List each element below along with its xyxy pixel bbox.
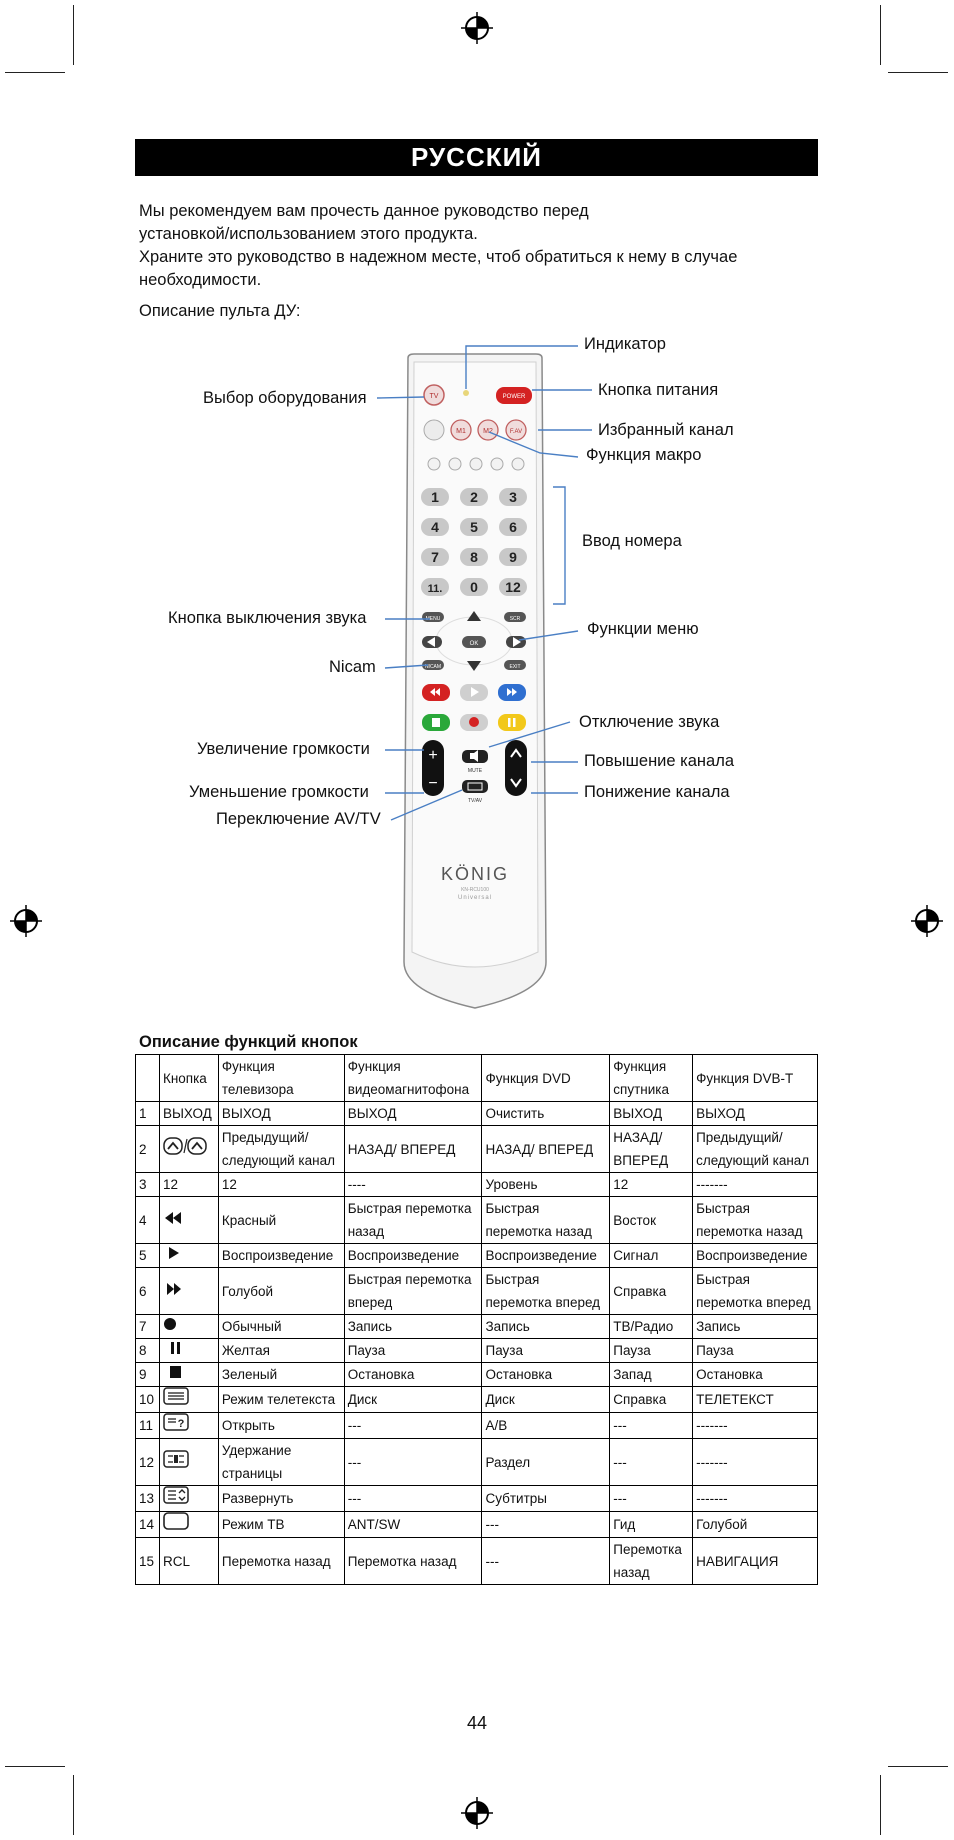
table-header: Функция спутника [610, 1055, 693, 1102]
tv-mode-icon [163, 1512, 189, 1530]
button-cell [159, 1439, 218, 1486]
button-cell: RCL [159, 1538, 218, 1585]
table-row [136, 1339, 818, 1363]
vcr-cell: Воспроизведение [344, 1244, 482, 1268]
vcr-cell: НАЗАД/ ВПЕРЕД [344, 1126, 482, 1173]
channel-up-down-icon [163, 1136, 207, 1156]
dvbt-cell: Предыдущий/ следующий канал [693, 1126, 818, 1173]
universal-label: Universal [457, 895, 493, 901]
table-row [136, 1439, 818, 1486]
play-icon [163, 1246, 185, 1260]
callout-av-tv: Переключение AV/TV [216, 810, 381, 828]
crop-mark [73, 1775, 74, 1835]
callout-nicam: Nicam [329, 658, 376, 676]
callout-macro: Функция макро [586, 446, 702, 464]
svg-text:?: ? [177, 1418, 185, 1430]
tv-cell: Обычный [218, 1315, 344, 1339]
tv-cell: Красный [218, 1197, 344, 1244]
row-number: 3 [136, 1173, 160, 1197]
table-row [136, 1538, 818, 1585]
row-number: 1 [136, 1102, 160, 1126]
button-cell [159, 1126, 218, 1173]
dvd-cell: Запись [482, 1315, 610, 1339]
digit-7: 7 [431, 549, 439, 565]
sat-cell: --- [610, 1413, 693, 1439]
dvbt-cell: ------- [693, 1439, 818, 1486]
page-title: РУССКИЙ [135, 139, 818, 176]
button-cell [159, 1244, 218, 1268]
button-cell [159, 1486, 218, 1512]
dvd-cell: Диск [482, 1387, 610, 1413]
sat-cell: Сигнал [610, 1244, 693, 1268]
dvbt-cell: Быстрая перемотка назад [693, 1197, 818, 1244]
digit-12: 12 [505, 579, 521, 595]
dvbt-cell: ТЕЛЕТЕКСТ [693, 1387, 818, 1413]
digit-11: 11. [427, 583, 443, 595]
button-cell [159, 1413, 218, 1439]
callout-mute-off: Отключение звука [579, 713, 720, 731]
digit-9: 9 [509, 549, 517, 565]
intro-line: Храните это руководство в надежном месте, чтоб обратиться к нему в случае [139, 248, 738, 266]
vcr-cell: --- [344, 1413, 482, 1439]
table-row [136, 1197, 818, 1244]
table-row [136, 1268, 818, 1315]
tvav-button-label: TV/AV [467, 798, 483, 804]
row-number: 5 [136, 1244, 160, 1268]
dvd-cell: Быстрая перемотка назад [482, 1197, 610, 1244]
functions-table [135, 1054, 818, 1585]
digit-4: 4 [431, 519, 439, 535]
vcr-cell: Остановка [344, 1363, 482, 1387]
table-header-row [136, 1055, 818, 1102]
tv-cell: ВЫХОД [218, 1102, 344, 1126]
button-cell [159, 1339, 218, 1363]
vcr-cell: ANT/SW [344, 1512, 482, 1538]
dvd-cell: Остановка [482, 1363, 610, 1387]
ok-button-label: OK [469, 641, 479, 647]
digit-2: 2 [470, 489, 478, 505]
table-title: Описание функций кнопок [139, 1033, 358, 1051]
sat-cell: Справка [610, 1387, 693, 1413]
digit-3: 3 [509, 489, 517, 505]
button-cell: 12 [159, 1173, 218, 1197]
table-row [136, 1126, 818, 1173]
row-number: 4 [136, 1197, 160, 1244]
registration-mark-icon [460, 1796, 494, 1830]
tv-cell: Воспроизведение [218, 1244, 344, 1268]
fast-forward-icon [163, 1282, 185, 1296]
table-row [136, 1387, 818, 1413]
table-row [136, 1512, 818, 1538]
button-cell [159, 1512, 218, 1538]
tv-cell: Режим телетекста [218, 1387, 344, 1413]
callout-mute-button: Кнопка выключения звука [168, 609, 367, 627]
button-cell [159, 1315, 218, 1339]
dvd-cell: --- [482, 1538, 610, 1585]
row-number: 11 [136, 1413, 160, 1439]
tv-button-label: TV [429, 393, 439, 400]
dvbt-cell: ------- [693, 1173, 818, 1197]
tv-cell: Открыть [218, 1413, 344, 1439]
vcr-cell: ---- [344, 1173, 482, 1197]
callout-ch-down: Понижение канала [584, 783, 730, 801]
tv-cell: 12 [218, 1173, 344, 1197]
dvd-cell: Уровень [482, 1173, 610, 1197]
table-header: Функция DVD [482, 1055, 610, 1102]
teletext-icon [163, 1387, 189, 1405]
model-label: KN-RCU100 [461, 887, 489, 893]
row-number: 10 [136, 1387, 160, 1413]
table-header [136, 1055, 160, 1102]
table-row [136, 1102, 818, 1126]
tv-cell: Перемотка назад [218, 1538, 344, 1585]
sat-cell: Перемотка назад [610, 1538, 693, 1585]
sat-cell: Восток [610, 1197, 693, 1244]
dvbt-cell: ВЫХОД [693, 1102, 818, 1126]
dvbt-cell: Голубой [693, 1512, 818, 1538]
m2-button-label: M2 [483, 428, 493, 435]
svg-text:−: − [428, 775, 438, 792]
table-header: Кнопка [159, 1055, 218, 1102]
sat-cell: Пауза [610, 1339, 693, 1363]
vcr-cell: Пауза [344, 1339, 482, 1363]
vcr-cell: Быстрая перемотка назад [344, 1197, 482, 1244]
row-number: 7 [136, 1315, 160, 1339]
vcr-cell: --- [344, 1439, 482, 1486]
crop-mark [888, 1766, 948, 1767]
row-number: 2 [136, 1126, 160, 1173]
vcr-cell: Диск [344, 1387, 482, 1413]
table-row [136, 1363, 818, 1387]
digit-6: 6 [509, 519, 517, 535]
brand-logo: KÖNIG [440, 864, 510, 884]
row-number: 13 [136, 1486, 160, 1512]
power-button-label: POWER [502, 394, 526, 400]
rewind-icon [163, 1211, 185, 1225]
remote-heading: Описание пульта ДУ: [139, 302, 301, 320]
intro-line: Мы рекомендуем вам прочесть данное руководство перед [139, 202, 589, 220]
dvbt-cell: НАВИГАЦИЯ [693, 1538, 818, 1585]
sat-cell: 12 [610, 1173, 693, 1197]
dvd-cell: Субтитры [482, 1486, 610, 1512]
table-row [136, 1315, 818, 1339]
tv-cell: Режим ТВ [218, 1512, 344, 1538]
button-cell [159, 1363, 218, 1387]
table-header: Функция видеомагнитофона [344, 1055, 482, 1102]
sat-cell: Справка [610, 1268, 693, 1315]
tv-cell: Развернуть [218, 1486, 344, 1512]
nicam-button-label: NICAM [424, 664, 442, 670]
reveal-icon [163, 1413, 189, 1431]
dvbt-cell: ------- [693, 1486, 818, 1512]
dvbt-cell: Остановка [693, 1363, 818, 1387]
row-number: 9 [136, 1363, 160, 1387]
callout-power: Кнопка питания [598, 381, 719, 399]
sat-cell: Гид [610, 1512, 693, 1538]
m1-button-label: M1 [456, 428, 466, 435]
table-header: Функция DVB-T [693, 1055, 818, 1102]
dvd-cell: Быстрая перемотка вперед [482, 1268, 610, 1315]
dvd-cell: Воспроизведение [482, 1244, 610, 1268]
row-number: 15 [136, 1538, 160, 1585]
callout-device-select: Выбор оборудования [203, 389, 367, 407]
intro-line: необходимости. [139, 271, 262, 289]
table-header: Функция телевизора [218, 1055, 344, 1102]
stop-icon [163, 1365, 185, 1379]
dvd-cell: Раздел [482, 1439, 610, 1486]
sat-cell: Запад [610, 1363, 693, 1387]
svg-text:+: + [428, 747, 438, 764]
dvd-cell: A/B [482, 1413, 610, 1439]
button-cell [159, 1197, 218, 1244]
table-row [136, 1244, 818, 1268]
tv-cell: Предыдущий/ следующий канал [218, 1126, 344, 1173]
tv-cell: Голубой [218, 1268, 344, 1315]
dvd-cell: Очистить [482, 1102, 610, 1126]
page-number: 44 [466, 1713, 488, 1733]
callout-vol-up: Увеличение громкости [197, 740, 370, 758]
dvbt-cell: Воспроизведение [693, 1244, 818, 1268]
table-row [136, 1173, 818, 1197]
row-number: 6 [136, 1268, 160, 1315]
vcr-cell: Запись [344, 1315, 482, 1339]
callout-menu-functions: Функции меню [587, 620, 699, 638]
callout-ch-up: Повышение канала [584, 752, 735, 770]
sat-cell: --- [610, 1439, 693, 1486]
tv-cell: Желтая [218, 1339, 344, 1363]
dvd-cell: Пауза [482, 1339, 610, 1363]
sat-cell: --- [610, 1486, 693, 1512]
tv-cell: Зеленый [218, 1363, 344, 1387]
sat-cell: НАЗАД/ ВПЕРЕД [610, 1126, 693, 1173]
scr-button-label: SCR [509, 616, 521, 622]
vcr-cell: ВЫХОД [344, 1102, 482, 1126]
crop-mark [880, 1775, 881, 1835]
dvbt-cell: Запись [693, 1315, 818, 1339]
digit-8: 8 [470, 549, 478, 565]
vcr-cell: Перемотка назад [344, 1538, 482, 1585]
callout-number-input: Ввод номера [582, 532, 682, 550]
pause-icon [163, 1341, 185, 1355]
button-cell: ВЫХОД [159, 1102, 218, 1126]
vcr-cell: Быстрая перемотка вперед [344, 1268, 482, 1315]
sat-cell: ТВ/Радио [610, 1315, 693, 1339]
size-expand-icon [163, 1486, 189, 1504]
table-row [136, 1486, 818, 1512]
callout-vol-down: Уменьшение громкости [189, 783, 369, 801]
callout-indicator: Индикатор [584, 335, 666, 353]
row-number: 8 [136, 1339, 160, 1363]
callout-favorite: Избранный канал [598, 421, 734, 439]
table-row [136, 1413, 818, 1439]
digit-1: 1 [431, 489, 439, 505]
button-cell [159, 1268, 218, 1315]
hold-icon [163, 1450, 189, 1468]
dvbt-cell: Быстрая перемотка вперед [693, 1268, 818, 1315]
row-number: 12 [136, 1439, 160, 1486]
tv-cell: Удержание страницы [218, 1439, 344, 1486]
row-number: 14 [136, 1512, 160, 1538]
crop-mark [5, 1766, 65, 1767]
exit-button-label: EXIT [509, 664, 521, 670]
dvbt-cell: ------- [693, 1413, 818, 1439]
dvbt-cell: Пауза [693, 1339, 818, 1363]
mute-button-label: MUTE [467, 768, 483, 774]
dvd-cell: --- [482, 1512, 610, 1538]
button-cell [159, 1387, 218, 1413]
sat-cell: ВЫХОД [610, 1102, 693, 1126]
digit-0: 0 [470, 579, 478, 595]
record-icon [163, 1317, 185, 1331]
intro-line: установкой/использованием этого продукта. [139, 225, 478, 243]
menu-button-label: MENU [425, 616, 441, 622]
dvd-cell: НАЗАД/ ВПЕРЕД [482, 1126, 610, 1173]
vcr-cell: --- [344, 1486, 482, 1512]
digit-5: 5 [470, 519, 478, 535]
fav-button-label: F.AV [509, 429, 523, 435]
